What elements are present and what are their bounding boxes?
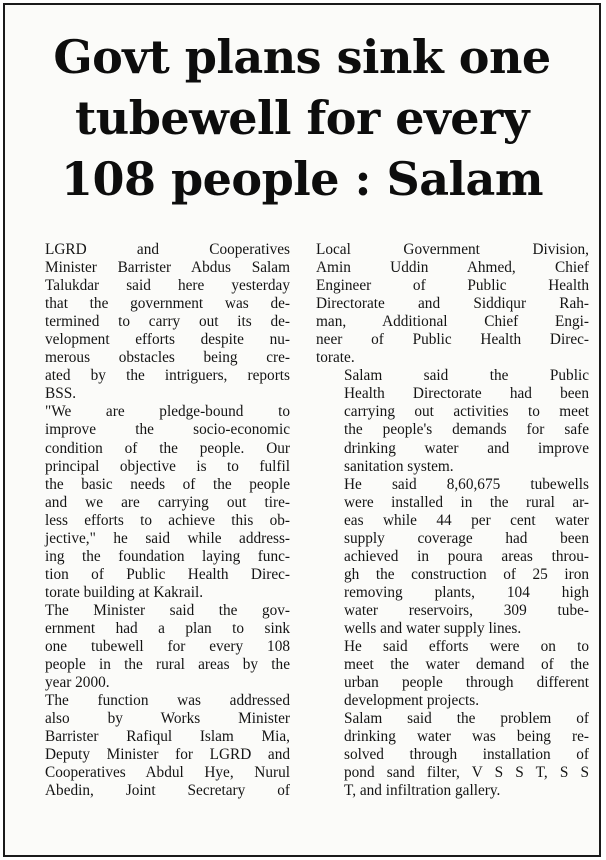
text-line: meet the water demand of the: [344, 656, 589, 674]
text-line: velopment efforts despite nu-: [45, 331, 290, 349]
text-line: Abedin, Joint Secretary of: [45, 782, 290, 800]
text-line: solved through installation of: [344, 746, 589, 764]
right-column: [316, 241, 589, 800]
text-line: carrying out activities to meet: [344, 403, 589, 421]
text-line: neer of Public Health Direc-: [316, 331, 589, 349]
text-line: torate.: [316, 349, 355, 367]
text-line: people in the rural areas by the: [45, 656, 290, 674]
text-line: Salam said the Public: [344, 367, 589, 385]
paragraph: [17, 241, 290, 403]
text-line: supply coverage had been: [344, 529, 589, 547]
text-line: The Minister said the gov-: [45, 601, 290, 619]
text-line: eas while 44 per cent water: [344, 511, 589, 529]
text-line: Amin Uddin Ahmed, Chief: [316, 259, 589, 277]
text-line: the people's demands for safe: [344, 421, 589, 439]
text-line: He said 8,60,675 tubewells: [344, 475, 589, 493]
text-line: merous obstacles being cre-: [45, 349, 290, 367]
text-line: ernment had a plan to sink: [45, 619, 290, 637]
text-line: Salam said the problem of: [344, 710, 589, 728]
headline: [5, 5, 599, 210]
text-line: year 2000.: [45, 674, 110, 692]
text-line: water reservoirs, 309 tube-: [344, 601, 589, 619]
text-line: drinking water and improve: [344, 439, 589, 457]
text-line: Talukdar said here yesterday: [45, 277, 290, 295]
text-line: pond sand filter, V S S T, S S: [344, 764, 589, 782]
paragraph: [316, 710, 589, 800]
text-line: T, and infiltration gallery.: [344, 782, 501, 800]
paragraph: [316, 367, 589, 475]
text-line: Engineer of Public Health: [316, 277, 589, 295]
text-line: man, Additional Chief Engi-: [316, 313, 589, 331]
paragraph: [316, 638, 589, 710]
text-line: Health Directorate had been: [344, 385, 589, 403]
paragraph: [17, 692, 290, 800]
text-line: Local Government Division,: [316, 241, 589, 258]
text-line: BSS.: [45, 385, 77, 403]
text-line: principal objective is to fulfil: [45, 457, 290, 475]
article-body: [17, 241, 589, 800]
text-line: He said efforts were on to: [344, 638, 589, 656]
text-line: less efforts to achieve this ob-: [45, 511, 290, 529]
text-line: urban people through different: [344, 674, 589, 692]
text-line: one tubewell for every 108: [45, 638, 290, 656]
text-line: development projects.: [344, 692, 480, 710]
text-line: jective," he said while address-: [45, 529, 290, 547]
paragraph: [17, 602, 290, 692]
text-line: the basic needs of the people: [45, 475, 290, 493]
text-line: tion of Public Health Direc-: [45, 565, 290, 583]
text-line: that the government was de-: [45, 295, 290, 313]
text-line: gh the construction of 25 iron: [344, 565, 589, 583]
text-line: drinking water was being re-: [344, 728, 589, 746]
paragraph: [17, 403, 290, 602]
text-line: Barrister Rafiqul Islam Mia,: [45, 728, 290, 746]
text-line: Cooperatives Abdul Hye, Nurul: [45, 764, 290, 782]
text-line: achieved in poura areas throu-: [344, 547, 589, 565]
text-line: Minister Barrister Abdus Salam: [45, 259, 290, 277]
text-line: wells and water supply lines.: [344, 619, 522, 637]
headline-line: Govt plans sink one: [53, 30, 551, 84]
text-line: also by Works Minister: [45, 710, 290, 728]
text-line: "We are pledge-bound to: [45, 403, 290, 421]
text-line: ated by the intriguers, reports: [45, 367, 290, 385]
text-line: LGRD and Cooperatives: [45, 241, 290, 258]
headline-line: 108 people : Salam: [60, 152, 544, 206]
text-line: Deputy Minister for LGRD and: [45, 746, 290, 764]
text-line: sanitation system.: [344, 457, 454, 475]
paragraph: [316, 476, 589, 638]
headline-line: tubewell for every: [75, 91, 529, 145]
text-line: torate building at Kakrail.: [45, 583, 204, 601]
text-line: improve the socio-economic: [45, 421, 290, 439]
text-line: ing the foundation laying func-: [45, 547, 290, 565]
text-line: and we are carrying out tire-: [45, 493, 290, 511]
paragraph: [316, 241, 589, 367]
text-line: Directorate and Siddiqur Rah-: [316, 295, 589, 313]
text-line: condition of the people. Our: [45, 439, 290, 457]
left-column: [17, 241, 290, 800]
text-line: were installed in the rural ar-: [344, 493, 589, 511]
text-line: The function was addressed: [45, 692, 290, 710]
text-line: removing plants, 104 high: [344, 583, 589, 601]
text-line: termined to carry out its de-: [45, 313, 290, 331]
newspaper-clipping: [3, 3, 601, 857]
